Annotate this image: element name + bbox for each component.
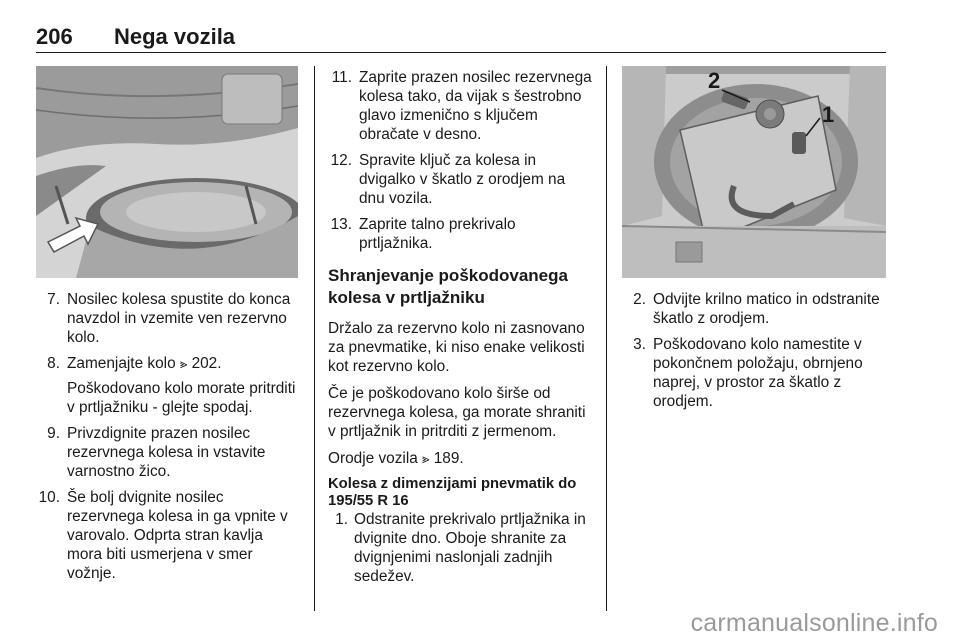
subheading-tire-size: Kolesa z dimenzijami pnevmatik do 195/55 R 16 bbox=[328, 476, 577, 509]
section-heading: Shranjevanje poškodovanega kolesa v prtljažniku bbox=[328, 266, 568, 307]
step-3: 3. Poškodovano kolo namestite v pokončnem položaju, obrnjeno naprej, v prostor za škatlo z orodjem. bbox=[633, 336, 863, 410]
step-7: 7. Nosilec kolesa spustite do konca navzdol in vzemite ven rezervno kolo. bbox=[47, 291, 291, 346]
step-9: 9. Privzdignite prazen nosilec rezervnega kolesa in vstavite varnostno žico. bbox=[47, 425, 266, 480]
callout-2: 2 bbox=[708, 68, 721, 93]
paragraph-holder-note: Držalo za rezervno kolo ni zasnovano za pnevmatike, ki niso enake velikosti kot rezervno kolo. bbox=[328, 320, 585, 375]
figure-trunk-toolbox bbox=[622, 66, 886, 278]
column-divider-right bbox=[606, 66, 607, 611]
figure-spare-wheel-lowering bbox=[36, 66, 298, 278]
page-reference[interactable]: 189. bbox=[433, 450, 464, 467]
paragraph-wide-wheel: Če je poškodovano kolo širše od rezervnega kolesa, ga morate shraniti v prtljažnik in pritrditi z jermenom. bbox=[328, 385, 586, 440]
column-divider-left bbox=[314, 66, 315, 611]
callout-1: 1 bbox=[822, 102, 835, 127]
reference-arrow-icon: ⪢ bbox=[179, 356, 188, 371]
right-column bbox=[622, 290, 886, 411]
step-11: 11. Zaprite prazen nosilec rezervnega kolesa tako, da vijak s šestrobno glavo izmenično s ključem obračate v desno. bbox=[331, 69, 592, 143]
watermark: carmanualsonline.info bbox=[690, 609, 938, 637]
chapter-title: Nega vozila bbox=[114, 24, 236, 49]
page-header bbox=[36, 22, 886, 53]
trunk-toolbox-illustration bbox=[622, 66, 886, 278]
step-10: 10. Še bolj dvignite nosilec rezervnega kolesa in ga vpnite v varovalo. Odprta stran kavlja mora biti usmerjena v smer vožnje. bbox=[38, 489, 288, 582]
sub-step-1: 1. Odstranite prekrivalo prtljažnika in dvignite dno. Oboje shranite za dvignjenimi naslonjali zadnjih sedežev. bbox=[335, 511, 586, 585]
page-number: 206 bbox=[36, 24, 73, 49]
step-8: 8. Zamenjajte kolo ⪢ 202. bbox=[47, 355, 222, 372]
step-2: 2. Odvijte krilno matico in odstranite škatlo z orodjem. bbox=[633, 291, 880, 327]
step-8-note: Poškodovano kolo morate pritrditi v prtljažniku - glejte spodaj. bbox=[67, 380, 296, 416]
tools-reference-line: Orodje vozila ⪢ 189. bbox=[328, 450, 464, 467]
reference-arrow-icon: ⪢ bbox=[422, 451, 430, 466]
step-12: 12. Spravite ključ za kolesa in dvigalko v škatlo z orodjem na dnu vozila. bbox=[330, 152, 566, 207]
step-13: 13. Zaprite talno prekrivalo prtljažnika. bbox=[330, 216, 516, 252]
spare-wheel-illustration bbox=[36, 66, 298, 278]
left-column bbox=[36, 290, 298, 583]
middle-column bbox=[328, 68, 592, 586]
page-reference[interactable]: 202. bbox=[191, 355, 222, 372]
